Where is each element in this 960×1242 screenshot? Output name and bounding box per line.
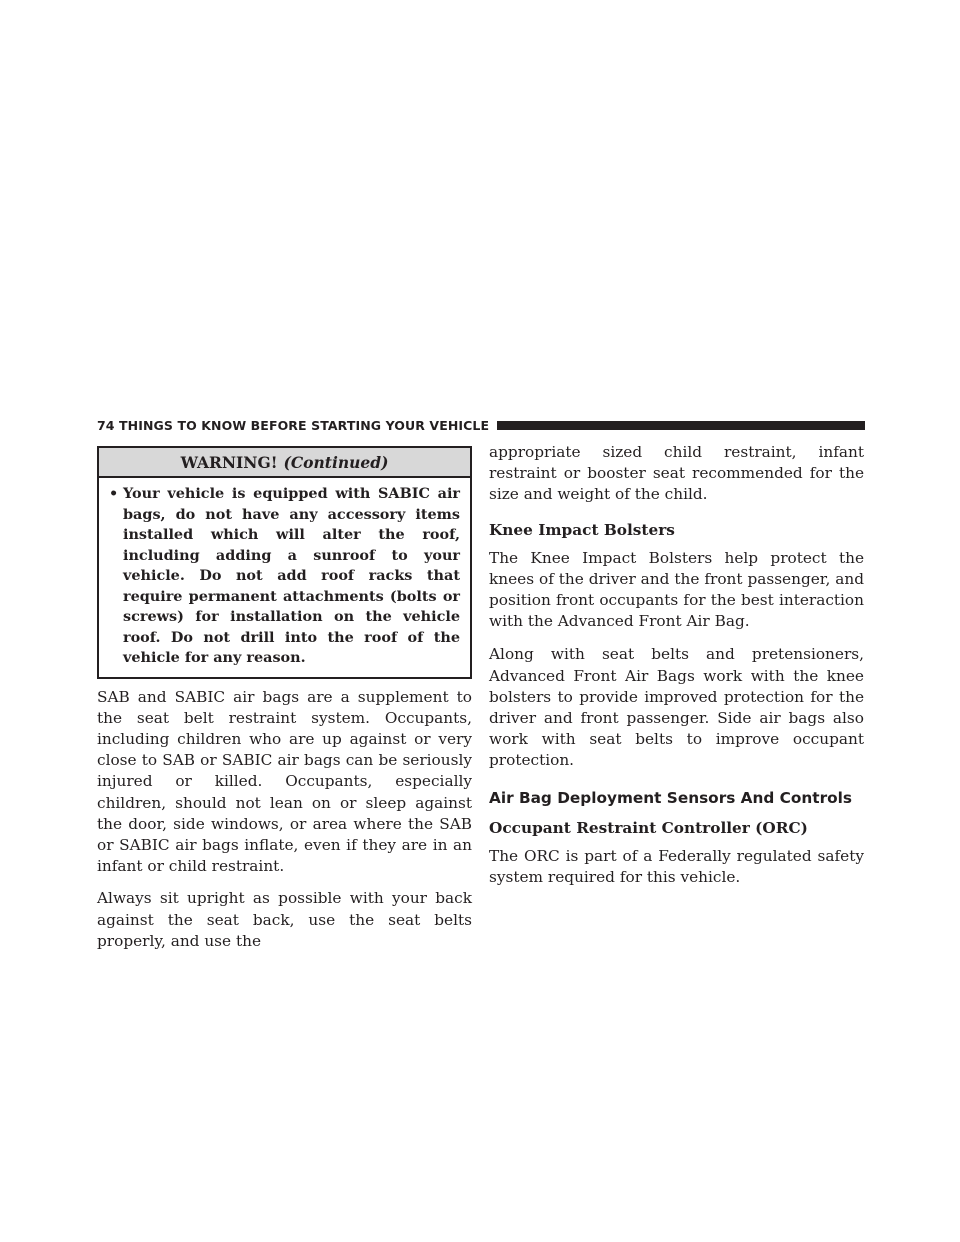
- warning-text: Your vehicle is equipped with SABIC air bags, do not have any accessory items installed which will alter the roof, including adding a sunroof to your vehicle. Do not add roof racks that require permanent attachments (bolts or screws) for installation on the vehicle roof. Do not drill into the roof of the vehicle for any reason.: [123, 485, 460, 666]
- right-column: [489, 443, 864, 888]
- heading-orc: Occupant Restraint Controller (ORC): [489, 818, 808, 837]
- warning-title: WARNING!: [180, 453, 278, 472]
- paragraph-advanced-air-bags: Along with seat belts and pretensioners, Advanced Front Air Bags work with the knee bolsters to provide improved protection for the driver and front passenger. Side air bags also work with seat belts to improve occupant protection.: [489, 645, 864, 770]
- page-header: [97, 418, 865, 432]
- bullet-icon: •: [109, 485, 119, 502]
- paragraph-child-restraint: appropriate sized child restraint, infant restraint or booster seat recommended for the size and weight of the child.: [489, 443, 864, 504]
- header-rule: [497, 421, 865, 430]
- warning-box: [97, 446, 472, 679]
- warning-item: [99, 478, 470, 677]
- left-column: [97, 446, 472, 952]
- warning-continued: (Continued): [283, 453, 389, 472]
- page-number-title: 74 THINGS TO KNOW BEFORE STARTING YOUR VEHICLE: [97, 417, 490, 433]
- paragraph-sab-sabic: SAB and SABIC air bags are a supplement to the seat belt restraint system. Occupants, including children who are up against or very close to SAB or SABIC air bags can be seriously injured or killed. Occupants, especially children, should not lean on or sleep against the door, side windows, or area where the SAB or SABIC air bags inflate, even if they are in an infant or child restraint.: [97, 687, 472, 876]
- paragraph-knee-bolsters: The Knee Impact Bolsters help protect the knees of the driver and the front passenger, and position front occupants for the best interaction with the Advanced Front Air Bag.: [489, 548, 864, 631]
- heading-knee-bolsters: Knee Impact Bolsters: [489, 520, 675, 539]
- warning-header: [99, 448, 470, 478]
- paragraph-orc: The ORC is part of a Federally regulated safety system required for this vehicle.: [489, 846, 864, 886]
- section-heading-sensors: Air Bag Deployment Sensors And Controls: [489, 788, 853, 807]
- paragraph-sit-upright: Always sit upright as possible with your back against the seat back, use the seat belts properly, and use the: [97, 889, 472, 950]
